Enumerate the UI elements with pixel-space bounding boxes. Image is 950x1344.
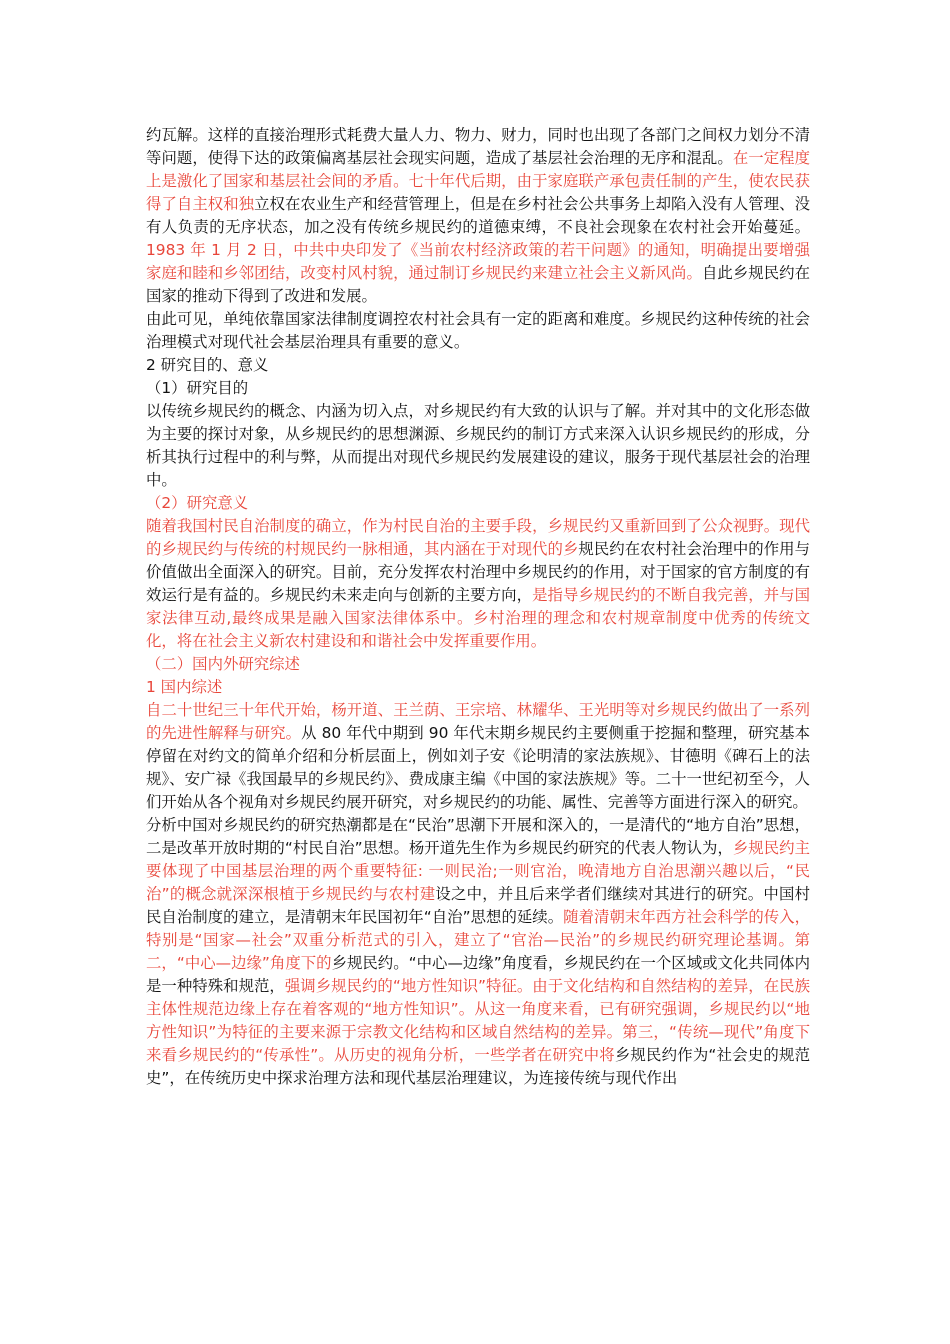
section-heading (146, 653, 810, 676)
section-heading (146, 676, 810, 699)
text-run: 立权在农业生产和经营管理上，但是在乡村社会公共事务上却陷入没有人管理、没有人负责的无序状态，加之没有传统乡规民约的道德束缚，不良社会现象在农村社会开始蔓延。 (146, 195, 810, 236)
highlighted-text: 1983 年 1 月 2 日，中共中央印发了《当前农村经济政策的若干问题》的通知，明确提出要增强家庭和睦和乡邻团结，改变村风村貌，通过制订乡规民约来建立社会主义新风尚。 (146, 241, 810, 282)
highlighted-text: （2）研究意义 (146, 494, 249, 512)
text-run: 自此乡规民约在国家的推动下得到了改进和发展。 (146, 264, 810, 305)
text-run: 分析中国对乡规民约的研究热潮都是在“民治”思潮下开展和深入的，一是清代的“地方自治”思想，二是改革开放时期的“村民自治”思想。杨开道先生作为乡规民约研究的代表人物认为， (146, 816, 810, 857)
text-run: 从 80 年代中期到 90 年代末期乡规民约主要侧重于挖掘和整理，研究基本停留在对约文的简单介绍和分析层面上，例如刘子安《论明清的家法族规》、甘德明《碑石上的法规》、安广禄《我国最早的乡规民约》、费成康主编《中国的家法族规》等。二十一世纪初至今，人们开始从各个视角对乡规民约展开研究，对乡规民约的功能、属性、完善等方面进行深入的研究。 (146, 724, 810, 811)
section-heading (146, 354, 810, 377)
text-run: 约瓦解。这样的直接治理形式耗费大量人力、物力、财力，同时也出现了各部门之间权力划分不清等问题，使得下达的政策偏离基层社会现实问题，造成了基层社会治理的无序和混乱。 (146, 126, 810, 167)
highlighted-text: 随着我国村民自治制度的确立，作为村民自治的主要手段，乡规民约又重新回到了公众视野。现代的乡规民约与传统的村规民约一脉相通，其内涵在于对现代的乡 (146, 517, 810, 558)
text-run: 设之中，并且后来学者们继续对其进行的研究。中国村民自治制度的建立，是清朝末年民国初年“自治”思想的延续。 (146, 885, 810, 926)
body-paragraph (146, 400, 810, 492)
section-heading (146, 492, 810, 515)
body-paragraph (146, 515, 810, 653)
body-paragraph (146, 308, 810, 354)
text-run: 由此可见，单纯依靠国家法律制度调控农村社会具有一定的距离和难度。乡规民约这种传统的社会治理模式对现代社会基层治理具有重要的意义。 (146, 310, 810, 351)
text-run: 规民约在农村社会治理中的作用与价值做出全面深入的研究。目前，充分发挥农村治理中乡规民约的作用，对于国家的官方制度的有效运行是有益的。乡规民约未来走向与创新的主要方向， (146, 540, 810, 604)
body-paragraph (146, 699, 810, 814)
text-run: 乡规民约作为“社会史的规范史”，在传统历史中探求治理方法和现代基层治理建议，为连接传统与现代作出 (146, 1046, 810, 1087)
highlighted-text: （二）国内外研究综述 (146, 655, 300, 673)
text-run: 乡规民约。“中心—边缘”角度看，乡规民约在一个区域或文化共同体内是一种特殊和规范， (146, 954, 810, 995)
highlighted-text: 是指导乡规民约的不断自我完善，并与国家法律互动,最终成果是融入国家法律体系中。乡村治理的理念和农村规章制度中优秀的传统文化，将在社会主义新农村建设和和谐社会中发挥重要作用。 (146, 586, 810, 650)
section-heading (146, 377, 810, 400)
highlighted-text: 乡规民约主要体现了中国基层治理的两个重要特征: 一则民治;一则官治，晚清地方自治思潮兴趣以后，“民治”的概念就深深根植于乡规民约与农村建 (146, 839, 810, 903)
highlighted-text: 在一定程度上是激化了国家和基层社会间的矛盾。七十年代后期，由于家庭联产承包责任制的产生，使农民获得了自主权和独 (146, 149, 810, 213)
highlighted-text: 自二十世纪三十年代开始，杨开道、王兰荫、王宗培、林耀华、王光明等对乡规民约做出了一系列的先进性解释与研究。 (146, 701, 810, 742)
highlighted-text: 随着清朝末年西方社会科学的传入，特别是“国家—社会”双重分析范式的引入，建立了“官治—民治”的乡规民约研究理论基调。第二，“中心—边缘”角度下的 (146, 908, 810, 972)
highlighted-text: 1 国内综述 (146, 678, 223, 696)
body-paragraph (146, 814, 810, 1090)
text-run: 2 研究目的、意义 (146, 356, 269, 374)
text-run: （1）研究目的 (146, 379, 249, 397)
highlighted-text: 强调乡规民约的“地方性知识”特征。由于文化结构和自然结构的差异，在民族主体性规范边缘上存在着客观的“地方性知识”。从这一角度来看，已有研究强调，乡规民约以“地方性知识”为特征的主要来源于宗教文化结构和区域自然结构的差异。第三，“传统—现代”角度下来看乡规民约的“传承性”。从历史的视角分析，一些学者在研究中将 (146, 977, 810, 1064)
text-run: 以传统乡规民约的概念、内涵为切入点，对乡规民约有大致的认识与了解。并对其中的文化形态做为主要的探讨对象，从乡规民约的思想渊源、乡规民约的制订方式来深入认识乡规民约的形成，分析其执行过程中的利与弊，从而提出对现代乡规民约发展建设的建议，服务于现代基层社会的治理中。 (146, 402, 810, 489)
document-body (146, 124, 810, 1090)
body-paragraph (146, 124, 810, 308)
